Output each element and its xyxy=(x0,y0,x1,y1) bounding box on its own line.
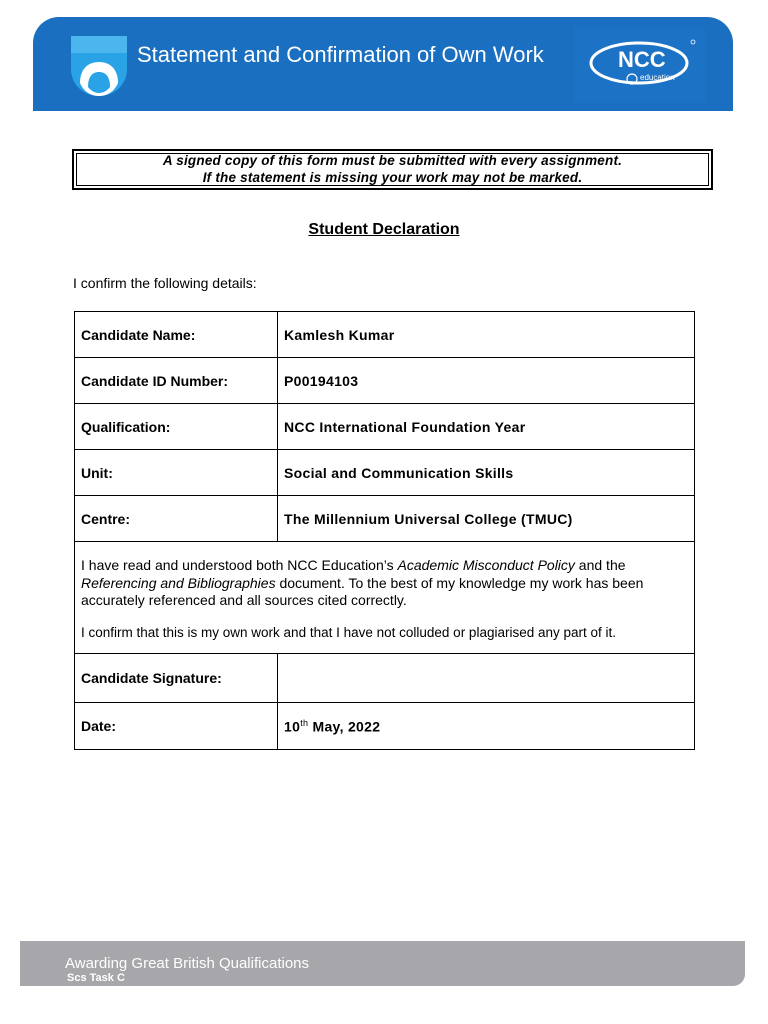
candidate-name-label: Candidate Name: xyxy=(75,312,278,358)
intro-text: I confirm the following details: xyxy=(73,275,257,291)
declaration-paragraph-2: I confirm that this is my own work and that I have not colluded or plagiarised any part of it. xyxy=(81,624,617,640)
table-row xyxy=(75,542,695,654)
notice-line-2: If the statement is missing your work may not be marked. xyxy=(202,169,583,185)
date-value[interactable] xyxy=(278,703,695,750)
policy-name: Academic Misconduct Policy xyxy=(397,557,575,573)
centre-label: Centre: xyxy=(75,496,278,542)
declaration-text xyxy=(75,542,695,654)
candidate-id-label: Candidate ID Number: xyxy=(75,358,278,404)
declaration-text-part: I have read and understood both NCC Education’s xyxy=(81,557,398,573)
document-name: Referencing and Bibliographies xyxy=(81,574,276,591)
qualification-label: Qualification: xyxy=(75,404,278,450)
table-row xyxy=(75,404,695,450)
page-title: Statement and Confirmation of Own Work xyxy=(137,42,544,67)
table-row xyxy=(75,496,695,542)
section-title: Student Declaration xyxy=(308,221,460,238)
table-row xyxy=(75,654,695,703)
declaration-text-part: and the xyxy=(574,557,626,573)
shield-logo-icon xyxy=(70,35,128,97)
ncc-education-logo xyxy=(574,27,705,103)
declaration-paragraph-1 xyxy=(81,557,688,610)
logo-subtext: education xyxy=(640,73,675,82)
footer-banner xyxy=(20,941,745,986)
logo-text: NCC xyxy=(618,47,666,72)
date-label: Date: xyxy=(75,703,278,750)
declaration-text-part: document. To the best of my knowledge my work has been accurately referenced and all sources cited correctly. xyxy=(81,574,644,608)
ncc-logo-icon xyxy=(574,27,705,103)
footer-task-label: Scs Task C xyxy=(67,972,125,984)
candidate-name-value[interactable]: Kamlesh Kumar xyxy=(278,312,695,358)
table-row xyxy=(75,450,695,496)
table-row xyxy=(75,703,695,750)
signature-field[interactable] xyxy=(278,654,695,703)
footer-slogan: Awarding Great British Qualifications xyxy=(65,955,309,972)
candidate-id-value[interactable]: P00194103 xyxy=(278,358,695,404)
signature-label: Candidate Signature: xyxy=(75,654,278,703)
unit-label: Unit: xyxy=(75,450,278,496)
header-banner xyxy=(33,17,733,111)
declaration-table xyxy=(74,311,695,750)
unit-value[interactable]: Social and Communication Skills xyxy=(278,450,695,496)
notice-line-1: A signed copy of this form must be submitted with every assignment. xyxy=(162,153,623,168)
date-rest: May, 2022 xyxy=(308,718,381,735)
date-day: 10 xyxy=(284,718,301,735)
qualification-value[interactable]: NCC International Foundation Year xyxy=(278,404,695,450)
centre-value[interactable]: The Millennium Universal College (TMUC) xyxy=(278,496,695,542)
table-row xyxy=(75,312,695,358)
table-row xyxy=(75,358,695,404)
submission-notice xyxy=(72,149,713,190)
date-suffix: th xyxy=(300,717,309,728)
